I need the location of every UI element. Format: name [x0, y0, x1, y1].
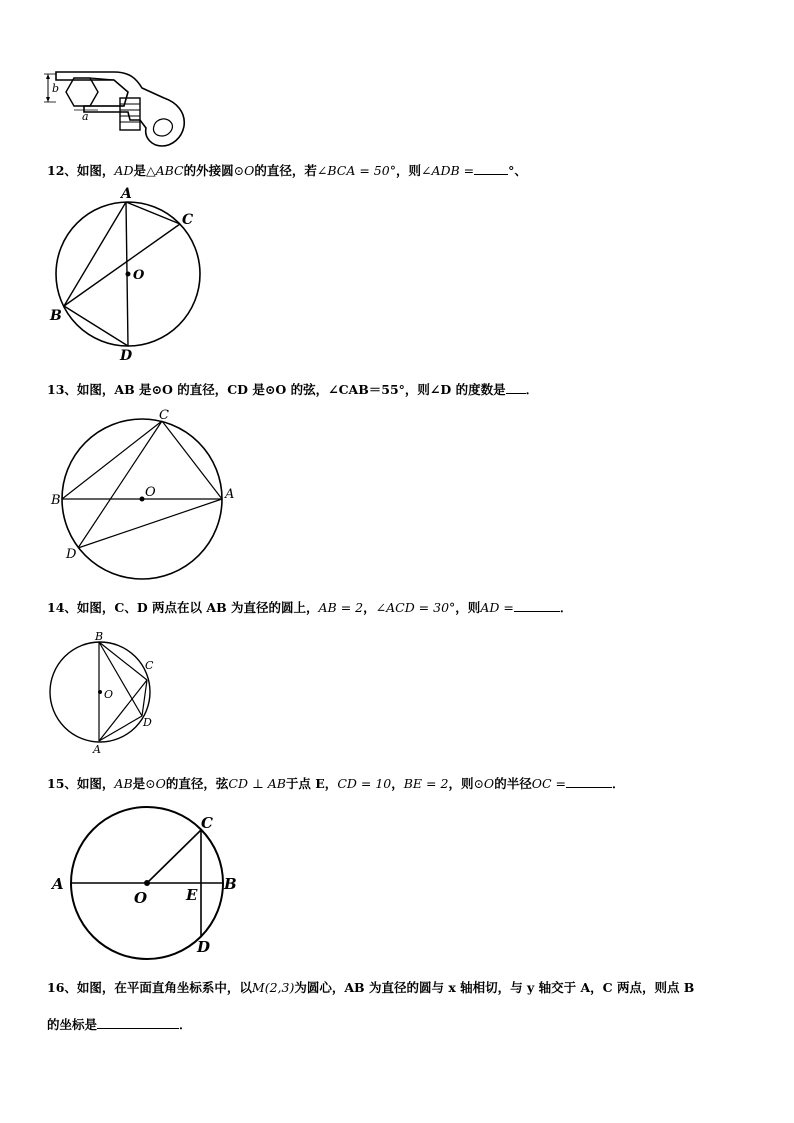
q15-circle-o: ⊙O [145, 776, 166, 791]
q15-text: ，则 [448, 776, 474, 791]
q16-number: 16 [47, 980, 65, 995]
q12-angle-given: ∠BCA = 50° [316, 163, 396, 178]
q14-ask: AD = [480, 600, 514, 615]
label-a: a [82, 110, 89, 123]
q15-text: 的半径 [494, 776, 532, 791]
q12-text: 、如图， [64, 163, 115, 178]
label-A: A [93, 743, 101, 756]
label-O: O [134, 889, 148, 907]
question-12 [47, 161, 527, 179]
q12-text: 的外接圆 [183, 163, 234, 178]
question-16-line2 [47, 1015, 192, 1033]
q16-point-m: M(2,3) [251, 980, 295, 995]
q14-text: ，则 [455, 600, 481, 615]
q15-text: 于点 E， [285, 776, 338, 791]
label-O: O [145, 485, 156, 500]
label-E: E [186, 886, 198, 904]
q13-figure [44, 408, 244, 588]
label-A: A [52, 875, 64, 893]
q12-text: 是 [133, 163, 146, 178]
q15-text: 的直径，弦 [165, 776, 229, 791]
q14-text: ． [559, 600, 573, 615]
label-D: D [66, 547, 77, 562]
label-B: B [224, 875, 237, 893]
label-D: D [143, 716, 152, 729]
label-C: C [201, 814, 213, 832]
q16-text: ． [179, 1017, 192, 1032]
q13-text: 、如图，AB 是⊙O 的直径，CD 是⊙O 的弦，∠CAB＝55°，则∠D 的度数是 [64, 382, 506, 397]
label-O: O [133, 268, 145, 283]
label-B: B [51, 493, 61, 508]
q15-cd: CD = 10 [337, 776, 392, 791]
label-A: A [225, 487, 235, 502]
q15-text: ， [391, 776, 404, 791]
q14-ab-eq: AB = 2 [318, 600, 364, 615]
q14-angle: ∠ACD = 30° [375, 600, 456, 615]
q15-text: 是 [132, 776, 146, 791]
q15-number: 15 [47, 776, 65, 791]
q14-text: 、如图，C、D 两点在以 AB 为直径的圆上， [64, 600, 319, 615]
q12-number: 12 [47, 163, 65, 178]
wrench-figure [44, 68, 194, 148]
q12-figure [44, 182, 224, 362]
q16-text: 、如图，在平面直角坐标系中，以 [64, 980, 252, 995]
q12-text: 的直径，若 [254, 163, 317, 178]
answer-blank[interactable] [566, 775, 612, 788]
question-16 [47, 978, 694, 996]
label-B: B [50, 308, 62, 324]
q14-number: 14 [47, 600, 65, 615]
q12-circle-o: ⊙O [233, 163, 255, 178]
q15-perp: CD ⊥ AB [228, 776, 286, 791]
q15-text: ． [611, 776, 625, 791]
q13-number: 13 [47, 382, 65, 397]
q12-seg-ad: AD [114, 163, 134, 178]
q15-figure [44, 802, 254, 962]
q12-text: ，则 [395, 163, 421, 178]
q16-text: 为圆心，AB 为直径的圆与 x 轴相切，与 y 轴交于 A，C 两点，则点 B [294, 980, 695, 995]
answer-blank[interactable] [474, 162, 508, 175]
adjusting-screw [120, 98, 140, 130]
question-14 [47, 598, 572, 616]
q13-text: ． [525, 382, 539, 397]
label-C: C [182, 212, 194, 228]
label-B: B [95, 630, 104, 643]
q15-circle-o: ⊙O [473, 776, 495, 791]
q16-text: 的坐标是 [47, 1017, 98, 1032]
answer-blank[interactable] [506, 381, 526, 394]
q15-ab: AB [114, 776, 133, 791]
answer-blank[interactable] [97, 1016, 179, 1029]
q12-triangle: △ABC [146, 163, 184, 178]
label-A: A [121, 186, 132, 202]
question-15 [47, 774, 624, 792]
q15-be: BE = 2 [403, 776, 449, 791]
question-13 [47, 380, 538, 398]
hex-nut [66, 78, 98, 106]
label-D: D [197, 938, 211, 956]
q14-text: ， [363, 600, 376, 615]
q15-oc: OC = [531, 776, 566, 791]
q15-text: 、如图， [64, 776, 115, 791]
q14-figure [44, 628, 164, 758]
label-C: C [145, 659, 154, 672]
label-C: C [159, 408, 169, 423]
answer-blank[interactable] [514, 599, 560, 612]
label-O: O [104, 688, 114, 701]
label-D: D [120, 348, 133, 362]
label-b: b [52, 82, 60, 95]
q12-text: °、 [508, 163, 527, 178]
q12-angle-ask: ∠ADB = [420, 163, 475, 178]
